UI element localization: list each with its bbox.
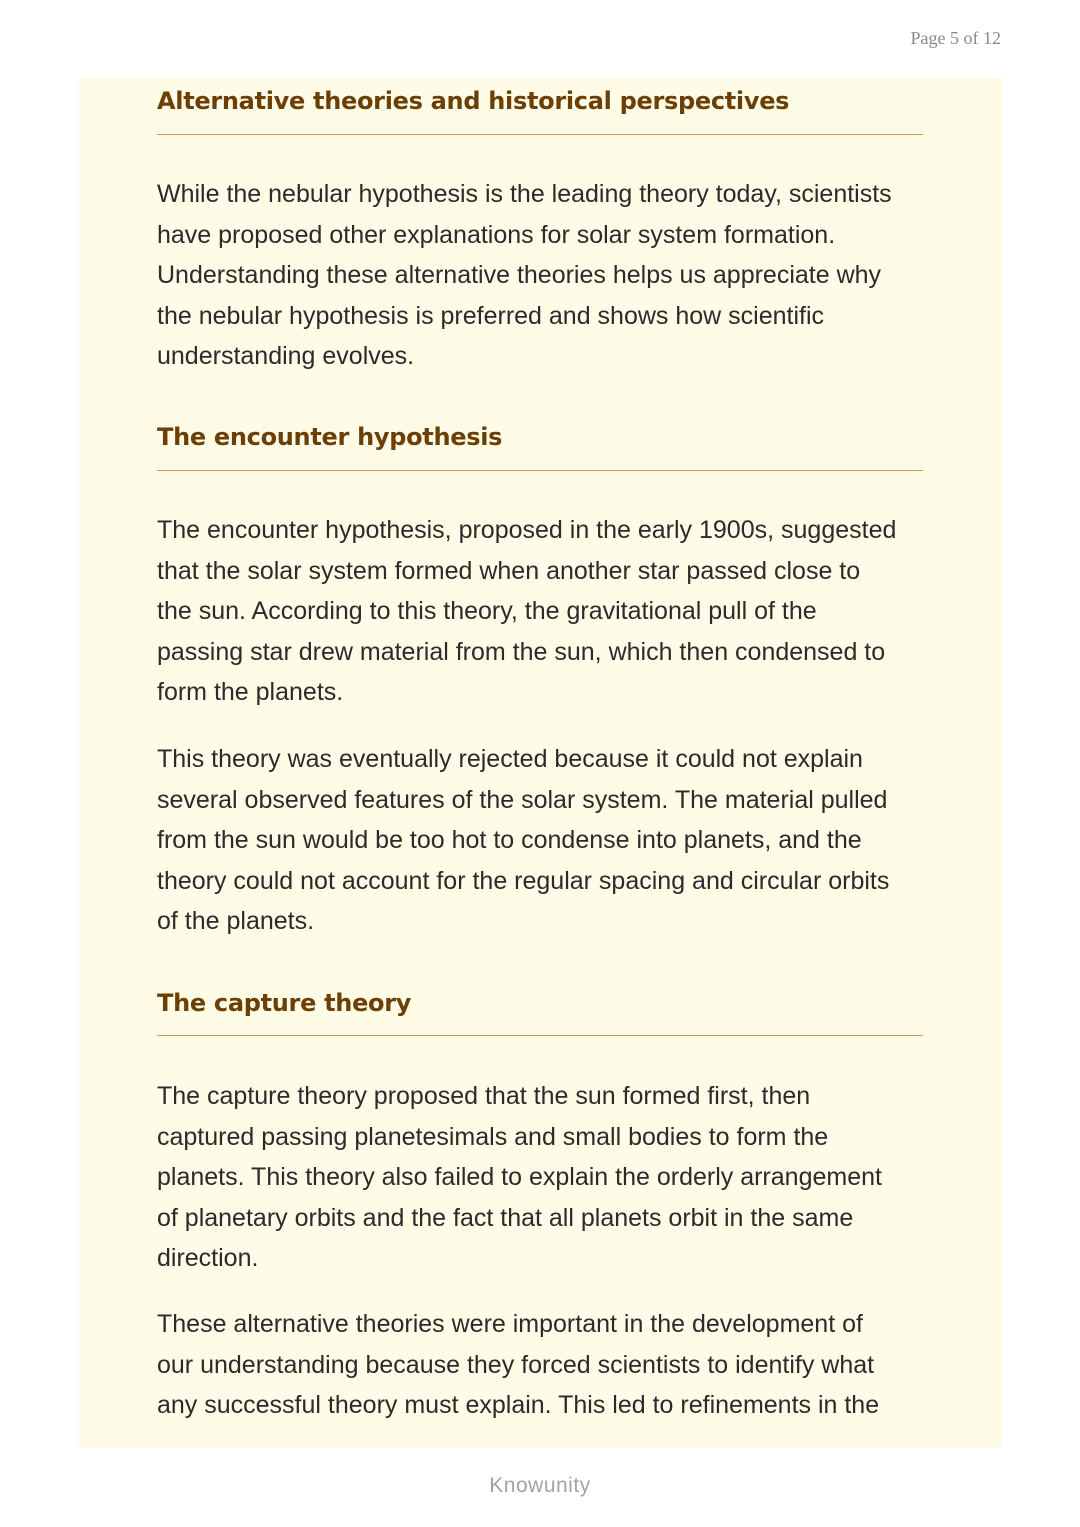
text-line: theory could not account for the regular spacing and circular orbits	[157, 866, 890, 895]
text-line: The encounter hypothesis, proposed in the early 1900s, suggested	[157, 516, 897, 544]
text-line: While the nebular hypothesis is the leading theory today, scientists	[157, 180, 892, 208]
footer-brand-label: Knowunity	[489, 1474, 591, 1497]
text-line: The capture theory proposed that the sun formed first, then	[157, 1082, 811, 1110]
text-line: form the planets.	[157, 678, 344, 707]
paragraph	[157, 739, 889, 942]
heading-divider	[157, 1035, 923, 1036]
text-line: understanding evolves.	[157, 342, 415, 371]
text-line: direction.	[157, 1244, 259, 1273]
text-line: the sun. According to this theory, the gravitational pull of the	[157, 597, 817, 626]
heading-divider	[157, 470, 923, 471]
text-line: from the sun would be too hot to condense into planets, and the	[157, 826, 862, 855]
paragraph	[157, 1304, 879, 1426]
content-panel	[79, 78, 1002, 1448]
section-heading-capture-theory: The capture theory	[157, 989, 412, 1017]
text-line: captured passing planetesimals and small bodies to form the	[157, 1122, 829, 1151]
text-line: planets. This theory also failed to explain the orderly arrangement	[157, 1163, 882, 1192]
text-line: These alternative theories were important in the development of	[157, 1310, 863, 1338]
page-number: Page 5 of 12	[910, 28, 1001, 48]
section-heading-alternative-theories: Alternative theories and historical perspectives	[157, 87, 790, 115]
text-line: that the solar system formed when another star passed close to	[157, 556, 861, 585]
text-line: the nebular hypothesis is preferred and shows how scientific	[157, 301, 825, 330]
text-line: of planetary orbits and the fact that all planets orbit in the same	[157, 1203, 854, 1232]
text-line: This theory was eventually rejected because it could not explain	[157, 745, 863, 773]
text-line: Understanding these alternative theories helps us appreciate why	[157, 261, 882, 290]
text-line: our understanding because they forced scientists to identify what	[157, 1350, 875, 1379]
text-line: any successful theory must explain. This led to refinements in the	[157, 1391, 880, 1420]
paragraph	[157, 174, 892, 377]
section-heading-encounter-hypothesis: The encounter hypothesis	[157, 423, 503, 451]
heading-divider	[157, 134, 923, 135]
text-line: passing star drew material from the sun, which then condensed to	[157, 637, 886, 666]
paragraph	[157, 510, 896, 713]
text-line: several observed features of the solar system. The material pulled	[157, 785, 888, 814]
text-line: of the planets.	[157, 907, 315, 936]
paragraph	[157, 1076, 882, 1279]
text-line: have proposed other explanations for solar system formation.	[157, 220, 836, 249]
